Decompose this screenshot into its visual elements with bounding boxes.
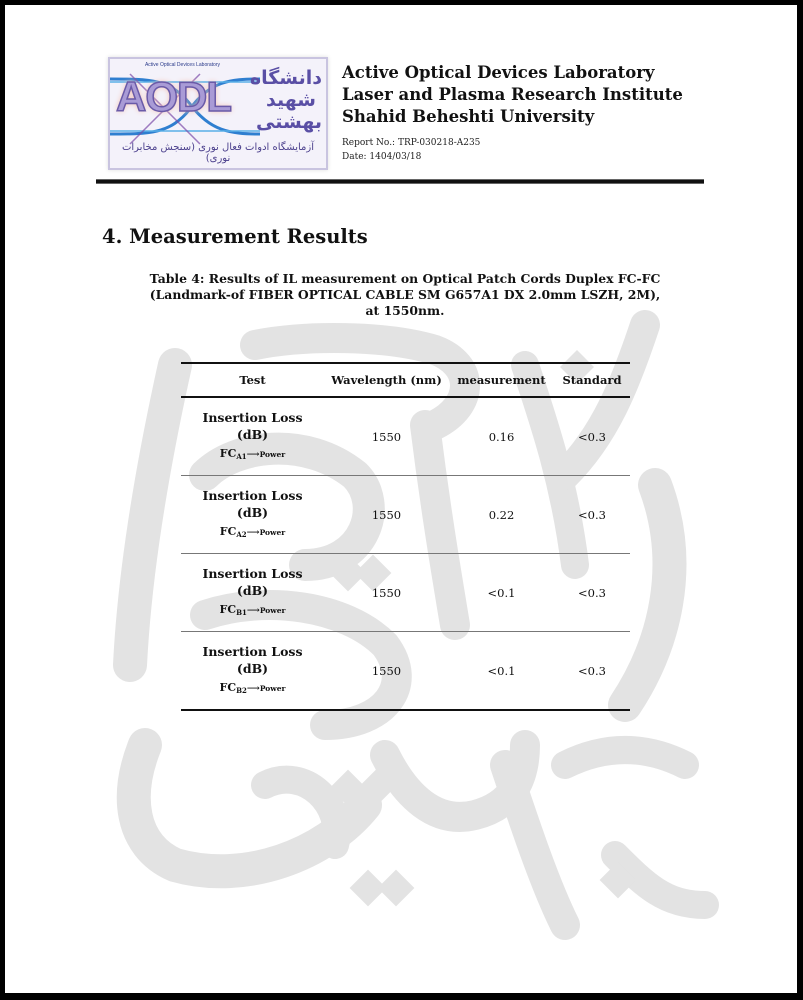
measurement-cell: 0.16 [449, 397, 554, 476]
test-cell [181, 554, 324, 632]
header-title-line-2: Laser and Plasma Research Institute [342, 85, 683, 104]
path-prefix: FC [219, 680, 237, 694]
path-prefix: FC [219, 524, 237, 538]
header-title [342, 62, 683, 128]
test-path [181, 523, 324, 543]
document-page [5, 5, 797, 993]
standard-cell: <0.3 [554, 397, 630, 476]
test-cell [181, 476, 324, 554]
arrow-right-icon: ⟶ [246, 449, 260, 460]
path-prefix: FC [219, 446, 237, 460]
path-prefix: FC [219, 602, 237, 616]
test-path [181, 445, 324, 465]
arrow-right-icon: ⟶ [246, 683, 260, 694]
report-number: Report No.: TRP-030218-A235 [342, 138, 481, 148]
logo-university-name-fa: دانشگاه شهید بهشتی [249, 67, 322, 133]
wavelength-cell: 1550 [324, 397, 449, 476]
header-measurement: measurement [449, 363, 554, 397]
section-title: 4. Measurement Results [102, 225, 368, 248]
aodl-logo [108, 57, 328, 170]
table-row [181, 476, 630, 554]
test-unit: (dB) [236, 504, 269, 520]
test-path [181, 679, 324, 699]
path-target: Power [259, 605, 286, 615]
test-unit: (dB) [236, 582, 269, 598]
arrow-right-icon: ⟶ [246, 605, 260, 616]
logo-top-text: Active Optical Devices Laboratory [144, 62, 221, 68]
table-row [181, 397, 630, 476]
path-target: Power [259, 527, 286, 537]
measurement-cell: <0.1 [449, 554, 554, 632]
measurement-cell: <0.1 [449, 632, 554, 711]
test-unit: (dB) [236, 426, 269, 442]
test-path [181, 601, 324, 621]
header-wavelength: Wavelength (nm) [324, 363, 449, 397]
path-port: B1 [236, 607, 247, 617]
test-cell [181, 632, 324, 711]
standard-cell: <0.3 [554, 476, 630, 554]
caption-line-3: at 1550nm. [365, 303, 445, 318]
path-port: B2 [236, 685, 247, 695]
measurement-cell: 0.22 [449, 476, 554, 554]
table-caption [135, 271, 675, 319]
test-cell [181, 397, 324, 476]
path-port: A2 [236, 529, 247, 539]
wavelength-cell: 1550 [324, 632, 449, 711]
header-test: Test [181, 363, 324, 397]
table-row [181, 632, 630, 711]
table-row [181, 554, 630, 632]
path-target: Power [259, 449, 286, 459]
test-name: Insertion Loss [202, 565, 303, 581]
path-port: A1 [236, 451, 247, 461]
caption-line-2: (Landmark-of FIBER OPTICAL CABLE SM G657A1 DX 2.0mm LSZH, 2M), [149, 287, 661, 302]
arrow-right-icon: ⟶ [246, 527, 260, 538]
header-title-line-1: Active Optical Devices Laboratory [342, 63, 655, 82]
standard-cell: <0.3 [554, 632, 630, 711]
wavelength-cell: 1550 [324, 476, 449, 554]
test-name: Insertion Loss [202, 643, 303, 659]
wavelength-cell: 1550 [324, 554, 449, 632]
test-name: Insertion Loss [202, 487, 303, 503]
test-name: Insertion Loss [202, 409, 303, 425]
header-meta [342, 136, 480, 164]
header-title-line-3: Shahid Beheshti University [342, 107, 595, 126]
test-unit: (dB) [236, 660, 269, 676]
logo-acronym: AODL [116, 73, 231, 120]
logo-lab-name-fa: آزمایشگاه ادوات فعال نوری (سنجش مخابرات نوری) [121, 142, 315, 164]
table-header-row [181, 363, 630, 397]
report-date: Date: 1404/03/18 [342, 152, 422, 162]
standard-cell: <0.3 [554, 554, 630, 632]
results-table [181, 362, 630, 711]
path-target: Power [259, 683, 286, 693]
caption-line-1: Table 4: Results of IL measurement on Optical Patch Cords Duplex FC-FC [149, 271, 661, 286]
header-standard: Standard [554, 363, 630, 397]
header-divider [96, 179, 704, 184]
